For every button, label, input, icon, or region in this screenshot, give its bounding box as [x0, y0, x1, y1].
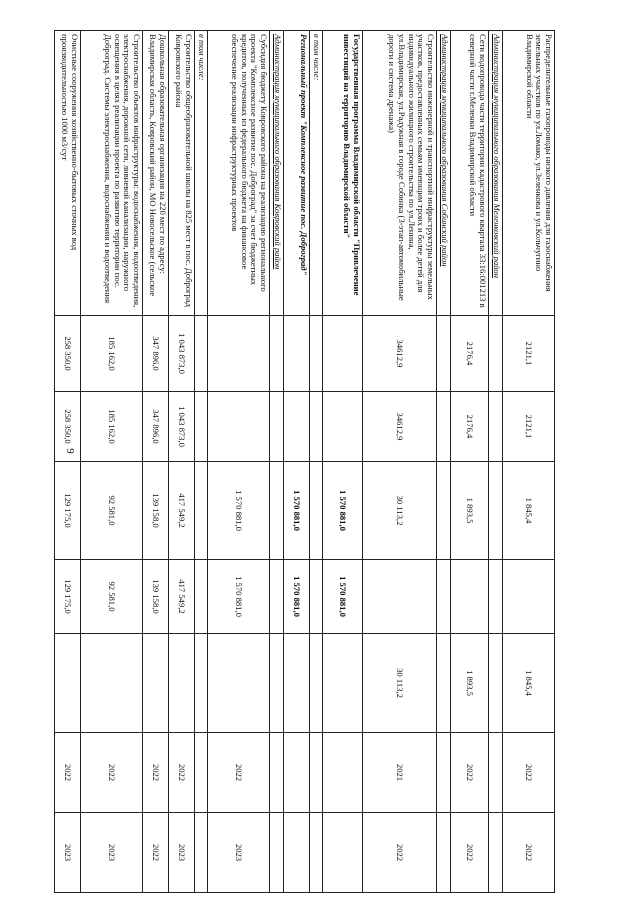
- row-name: Субсидия бюджету Ковровского района на реализацию регионального проекта "Комплексное развитие пос. Доброград" за счет бюджетных кредитов, полученных из федерального бюджета на финансовое обеспечение реализации инфраструктурных проектов: [208, 31, 270, 316]
- table-row: [195, 31, 208, 893]
- cell: 1 570 881,0: [284, 462, 310, 560]
- row-name: Строительство объектов инфраструктуры: водоснабжения, водоотведения, электроснабжения, дорожной сети, ливневой канализации, наружного освещения в целях реализации проекта по развитию территории пос. Доброград. Системы электроснабжения, водоснабжения и водоотведения: [81, 31, 143, 316]
- row-name: Дошкольная образовательная организация на 220 мест по адресу: Владимирская область, Ковровский район, МО Новосельское (сельское: [143, 31, 169, 316]
- cell: 2023: [208, 813, 270, 893]
- table-row: [323, 31, 363, 893]
- cell: 92 581,0: [81, 462, 143, 560]
- cell: [81, 634, 143, 733]
- cell: [169, 634, 195, 733]
- cell: 2022: [451, 813, 489, 893]
- cell: 2022: [143, 813, 169, 893]
- cell: [143, 634, 169, 733]
- table-row: [169, 31, 195, 893]
- cell: 2022: [503, 733, 555, 813]
- row-name: Администрация муниципального образования Ковровский район: [270, 31, 284, 316]
- cell: 258 350,0: [55, 392, 81, 462]
- row-name: Очистные сооружения хозяйственно-бытовых сточных вод производительностью 1000 м3/сут: [55, 31, 81, 316]
- cell: 2022: [143, 733, 169, 813]
- cell: 1 570 881,0: [284, 560, 310, 634]
- cell: [208, 392, 270, 462]
- cell: 30 113,2: [363, 634, 437, 733]
- cell: 1 570 881,0: [208, 560, 270, 634]
- table-row: [437, 31, 451, 893]
- cell: 258 350,0: [55, 316, 81, 392]
- cell: [55, 634, 81, 733]
- row-name: Строительство общеобразовательной школы на 825 мест в пос. Доброград Ковровского района: [169, 31, 195, 316]
- table-row: [489, 31, 503, 893]
- cell: 2022: [55, 733, 81, 813]
- table-row: [310, 31, 323, 893]
- table-row: [270, 31, 284, 893]
- table-row: [143, 31, 169, 893]
- cell: 129 175,0: [55, 560, 81, 634]
- cell: 2021: [363, 733, 437, 813]
- cell: 2022: [363, 813, 437, 893]
- cell: [208, 316, 270, 392]
- cell: 347 896,0: [143, 392, 169, 462]
- cell: 34612,9: [363, 316, 437, 392]
- cell: 2176,4: [451, 316, 489, 392]
- row-name: в том числе:: [310, 31, 323, 316]
- row-name: Администрация муниципального образования Собинский район: [437, 31, 451, 316]
- cell: 2176,4: [451, 392, 489, 462]
- row-name: Распределительные газопроводы низкого давления для газоснабжения земельных участков по ул.Ломако, ул.Зеленкова и ул.Кольчугино Владимирской области: [503, 31, 555, 316]
- cell: 2023: [169, 813, 195, 893]
- table-row: [284, 31, 310, 893]
- cell: 1 570 881,0: [208, 462, 270, 560]
- cell: 347 896,0: [143, 316, 169, 392]
- cell: 1 893,5: [451, 634, 489, 733]
- cell: 2022: [81, 733, 143, 813]
- cell: 1 845,4: [503, 634, 555, 733]
- cell: [503, 560, 555, 634]
- cell: [208, 634, 270, 733]
- table-row: [55, 31, 81, 893]
- row-name: Администрация муниципального образования Меленковский район: [489, 31, 503, 316]
- cell: 129 175,0: [55, 462, 81, 560]
- cell: 2022: [451, 733, 489, 813]
- table-row: [81, 31, 143, 893]
- cell: 185 162,0: [81, 316, 143, 392]
- rotated-table-container: [60, 30, 555, 892]
- cell: 139 158,0: [143, 560, 169, 634]
- table-row: [363, 31, 437, 893]
- table-row: [503, 31, 555, 893]
- cell: 34612,9: [363, 392, 437, 462]
- cell: 2121,1: [503, 392, 555, 462]
- cell: 1 845,4: [503, 462, 555, 560]
- cell: 1 570 881,0: [323, 462, 363, 560]
- cell: 1 043 873,0: [169, 392, 195, 462]
- cell: 417 549,2: [169, 462, 195, 560]
- cell: 1 570 881,0: [323, 560, 363, 634]
- row-name: Строительство инженерной и транспортной инфраструктуры земельных участков, предоставленных семьям имеющим троих и более детей для индивидуального жилищного строительства по ул.Ленина, ул.Владимирская, ул.Радужная в городе Собинка (3-этап-автомобильные дороги и система дренажа): [363, 31, 437, 316]
- cell: 30 113,2: [363, 462, 437, 560]
- investment-table: [54, 30, 555, 893]
- cell: 2022: [169, 733, 195, 813]
- cell: 2022: [503, 813, 555, 893]
- cell: 92 581,0: [81, 560, 143, 634]
- table-row: [208, 31, 270, 893]
- row-name: Государственная программа Владимирской области "Привлечение инвестиций на территорию Владимирской области": [323, 31, 363, 316]
- cell: 417 549,2: [169, 560, 195, 634]
- row-name: Региональный проект "Комплексное развитие пос. Доброград": [284, 31, 310, 316]
- row-name: Сети водопровода части территории кадастрового квартала 33:16:001213 в северной части г.Меленки Владимирской области: [451, 31, 489, 316]
- cell: 2022: [208, 733, 270, 813]
- cell: [363, 560, 437, 634]
- cell: [451, 560, 489, 634]
- cell: 1 043 873,0: [169, 316, 195, 392]
- cell: 1 893,5: [451, 462, 489, 560]
- cell: 2121,1: [503, 316, 555, 392]
- cell: 2023: [81, 813, 143, 893]
- row-name: в том числе:: [195, 31, 208, 316]
- cell: 2023: [55, 813, 81, 893]
- table-row: [451, 31, 489, 893]
- cell: 139 158,0: [143, 462, 169, 560]
- cell: 185 162,0: [81, 392, 143, 462]
- page-number: 9: [63, 448, 76, 454]
